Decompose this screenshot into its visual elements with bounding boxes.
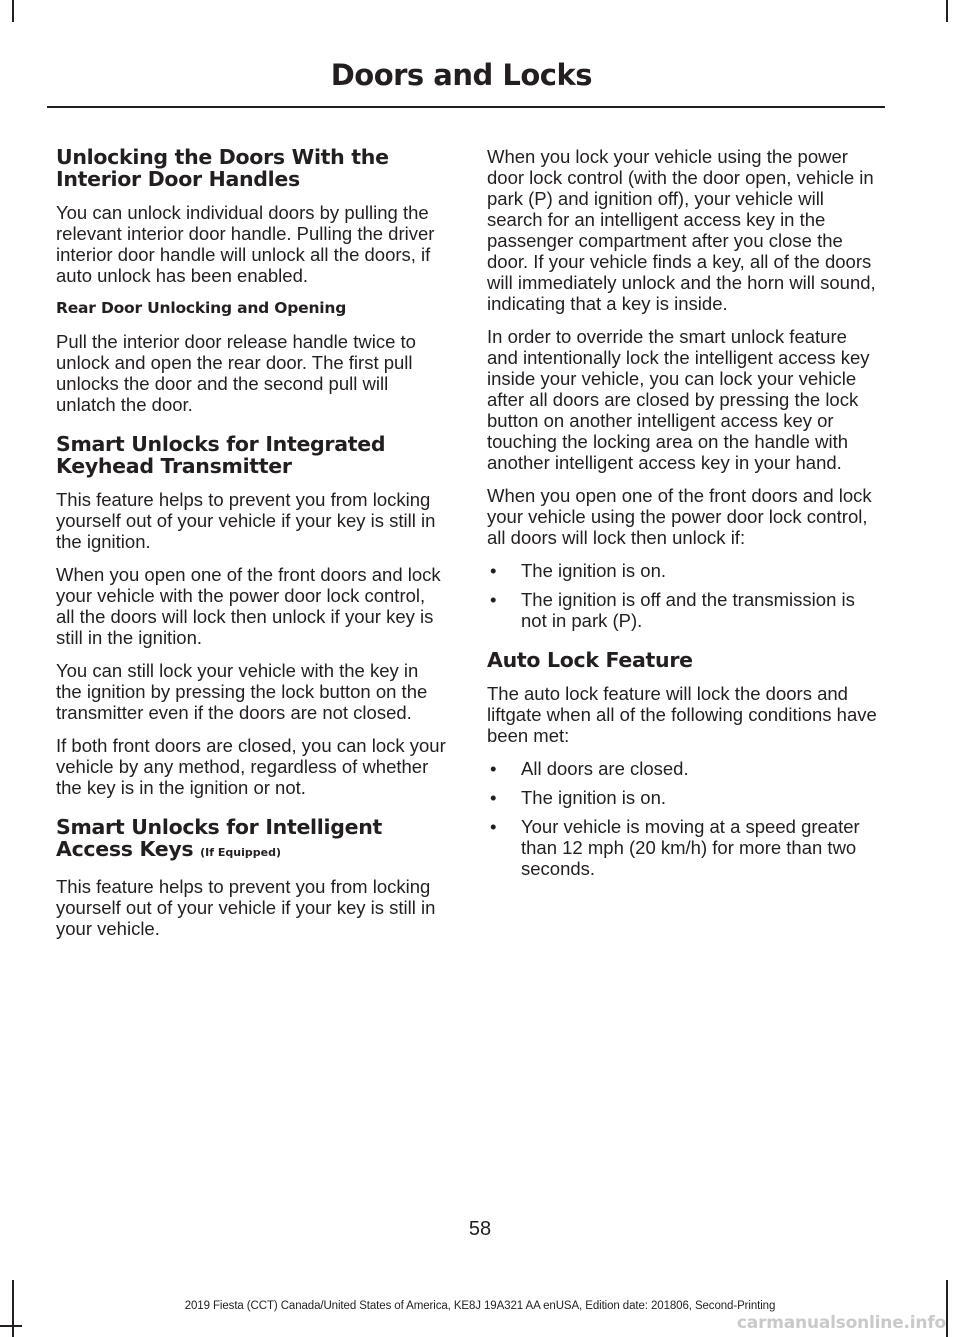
bullet-list: [487, 758, 879, 879]
list-item-text: The ignition is on.: [521, 787, 667, 808]
crop-mark-bottom-left-h: [0, 1325, 22, 1327]
heading-line: Access Keys: [56, 837, 194, 861]
paragraph: In order to override the smart unlock feature and intentionally lock the intelligent access key inside your vehicle, you can lock your vehicle after all doors are closed by pressing the lock button on another intelligent access key or touching the locking area on the handle with another intelligent access key in your hand.: [487, 326, 870, 473]
bullet-marker: •: [490, 787, 497, 808]
list-item: [487, 816, 879, 879]
list-item-text: All doors are closed.: [521, 758, 689, 779]
list-item-text: The ignition is on.: [521, 560, 667, 581]
heading-line: Interior Door Handles: [56, 167, 300, 191]
heading-line: Smart Unlocks for Integrated: [56, 432, 386, 456]
paragraph: When you open one of the front doors and lock your vehicle with the power door lock control, all the doors will lock then unlock if your key is still in the ignition.: [56, 564, 441, 648]
heading-line: Smart Unlocks for Intelligent: [56, 815, 383, 839]
list-item: [487, 758, 879, 779]
paragraph: When you lock your vehicle using the power door lock control (with the door open, vehicle in park (P) and ignition off), your vehicle will search for an intelligent access key in the passenger compartment after you close the door. If your vehicle finds a key, all of the doors will immediately unlock and the horn will sound, indicating that a key is inside.: [487, 146, 876, 314]
left-column: [56, 146, 448, 951]
watermark: carmanualsonline.info: [736, 1313, 946, 1333]
paragraph: The auto lock feature will lock the doors and liftgate when all of the following conditions have been met:: [487, 683, 877, 746]
page-number: 58: [468, 1218, 492, 1240]
paragraph: If both front doors are closed, you can lock your vehicle by any method, regardless of whether the key is in the ignition or not.: [56, 735, 446, 798]
list-item: [487, 560, 879, 581]
heading-line: Unlocking the Doors With the: [56, 145, 389, 169]
section-heading-auto-lock: Auto Lock Feature: [487, 648, 693, 672]
edition-footer: 2019 Fiesta (CCT) Canada/United States of America, KE8J 19A321 AA enUSA, Edition date: 201806, Second-Printing: [184, 1300, 776, 1312]
section-heading-interior-handles: [56, 146, 448, 190]
page-title: Doors and Locks: [330, 58, 592, 92]
crop-mark-top-left-v: [12, 0, 14, 22]
list-item-text: The ignition is off and the transmission is not in park (P).: [521, 589, 855, 631]
bullet-marker: •: [490, 589, 497, 610]
bullet-marker: •: [490, 758, 497, 779]
paragraph: When you open one of the front doors and lock your vehicle using the power door lock control, all doors will lock then unlock if:: [487, 485, 872, 548]
list-item: [487, 787, 879, 808]
paragraph: You can unlock individual doors by pulling the relevant interior door handle. Pulling the driver interior door handle will unlock all the doors, if auto unlock has been enabled.: [56, 202, 435, 286]
bullet-marker: •: [490, 816, 497, 837]
section-heading-smart-unlocks-iak: [56, 816, 448, 864]
paragraph: You can still lock your vehicle with the key in the ignition by pressing the lock button on the transmitter even if the doors are not closed.: [56, 660, 428, 723]
paragraph: This feature helps to prevent you from locking yourself out of your vehicle if your key is still in your vehicle.: [56, 876, 436, 939]
heading-line: Keyhead Transmitter: [56, 454, 292, 478]
section-heading-smart-unlocks-keyhead: [56, 433, 448, 477]
paragraph: Pull the interior door release handle twice to unlock and open the rear door. The first pull unlocks the door and the second pull will unlatch the door.: [56, 331, 416, 415]
paragraph: This feature helps to prevent you from locking yourself out of your vehicle if your key is still in the ignition.: [56, 489, 436, 552]
heading-qualifier: (If Equipped): [200, 846, 281, 859]
bullet-marker: •: [490, 560, 497, 581]
list-item: [487, 589, 879, 631]
subheading-rear-door: Rear Door Unlocking and Opening: [56, 299, 347, 317]
header-divider: [47, 106, 885, 108]
crop-mark-top-right-v: [946, 0, 948, 22]
right-column: [487, 146, 879, 891]
list-item-text: Your vehicle is moving at a speed greater than 12 mph (20 km/h) for more than two seconds.: [521, 816, 860, 879]
bullet-list: [487, 560, 879, 631]
